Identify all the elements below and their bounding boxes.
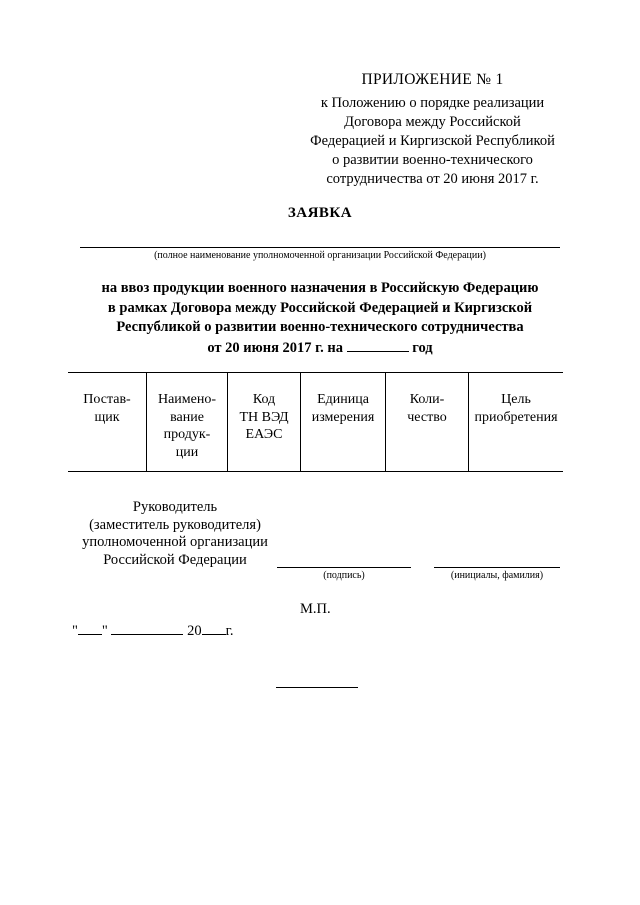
day-blank-field[interactable]: [78, 622, 102, 635]
name-field-line[interactable]: [434, 567, 560, 568]
org-name-caption: (полное наименование уполномоченной организации Российской Федерации): [154, 250, 486, 261]
appendix-line: Федерацией и Киргизской Республикой: [310, 133, 555, 149]
position-line: (заместитель руководителя): [89, 516, 261, 533]
year-prefix: 20: [187, 623, 202, 639]
heading-year-prefix: от 20 июня 2017 г. на: [207, 339, 343, 356]
column-header-tn-ved-code: Код ТН ВЭД ЕАЭС: [228, 373, 301, 472]
column-header-supplier: Постав- щик: [68, 373, 147, 472]
date-close-quote: ": [101, 623, 108, 639]
month-blank-field[interactable]: [111, 622, 183, 635]
date-open-quote: ": [72, 623, 78, 639]
appendix-line: о развитии военно-технического: [332, 152, 533, 168]
column-header-quantity: Коли- чество: [386, 373, 469, 472]
signature-caption: (подпись): [323, 570, 365, 581]
appendix-line: сотрудничества от 20 июня 2017 г.: [326, 171, 539, 187]
org-name-field-line[interactable]: [80, 247, 560, 248]
year-blank-field[interactable]: [347, 338, 409, 352]
appendix-title: ПРИЛОЖЕНИЕ № 1: [361, 71, 504, 88]
heading-line-year: [60, 338, 580, 359]
request-table: [68, 372, 563, 472]
closing-rule: [276, 687, 358, 688]
year-suffix: г.: [225, 623, 234, 639]
seal-mark: М.П.: [300, 601, 331, 617]
date-line: [72, 622, 234, 640]
heading-line: на ввоз продукции военного назначения в Российскую Федерацию: [101, 280, 539, 296]
appendix-line: к Положению о порядке реализации: [320, 95, 545, 111]
signatory-position: [60, 499, 290, 569]
heading-line: в рамках Договора между Российской Федерацией и Киргизской: [107, 299, 533, 316]
table-header-row: [68, 373, 563, 472]
name-caption: (инициалы, фамилия): [450, 570, 544, 581]
heading-line: Республикой о развитии военно-технического сотрудничества: [116, 319, 524, 335]
position-line: уполномоченной организации: [82, 534, 268, 550]
column-header-unit: Единица измерения: [301, 373, 386, 472]
form-title: ЗАЯВКА: [287, 205, 353, 221]
appendix-header: [300, 70, 565, 189]
year-digits-blank-field[interactable]: [202, 622, 226, 635]
heading-year-suffix: год: [412, 339, 433, 356]
appendix-line: Договора между Российской: [344, 114, 521, 130]
column-header-purpose: Цель приобретения: [469, 373, 564, 472]
request-heading: [60, 279, 580, 358]
position-line: Российской Федерации: [103, 551, 247, 568]
column-header-product-name: Наимено- вание продук- ции: [147, 373, 228, 472]
signature-field-line[interactable]: [277, 567, 411, 568]
position-line: Руководитель: [132, 499, 218, 515]
